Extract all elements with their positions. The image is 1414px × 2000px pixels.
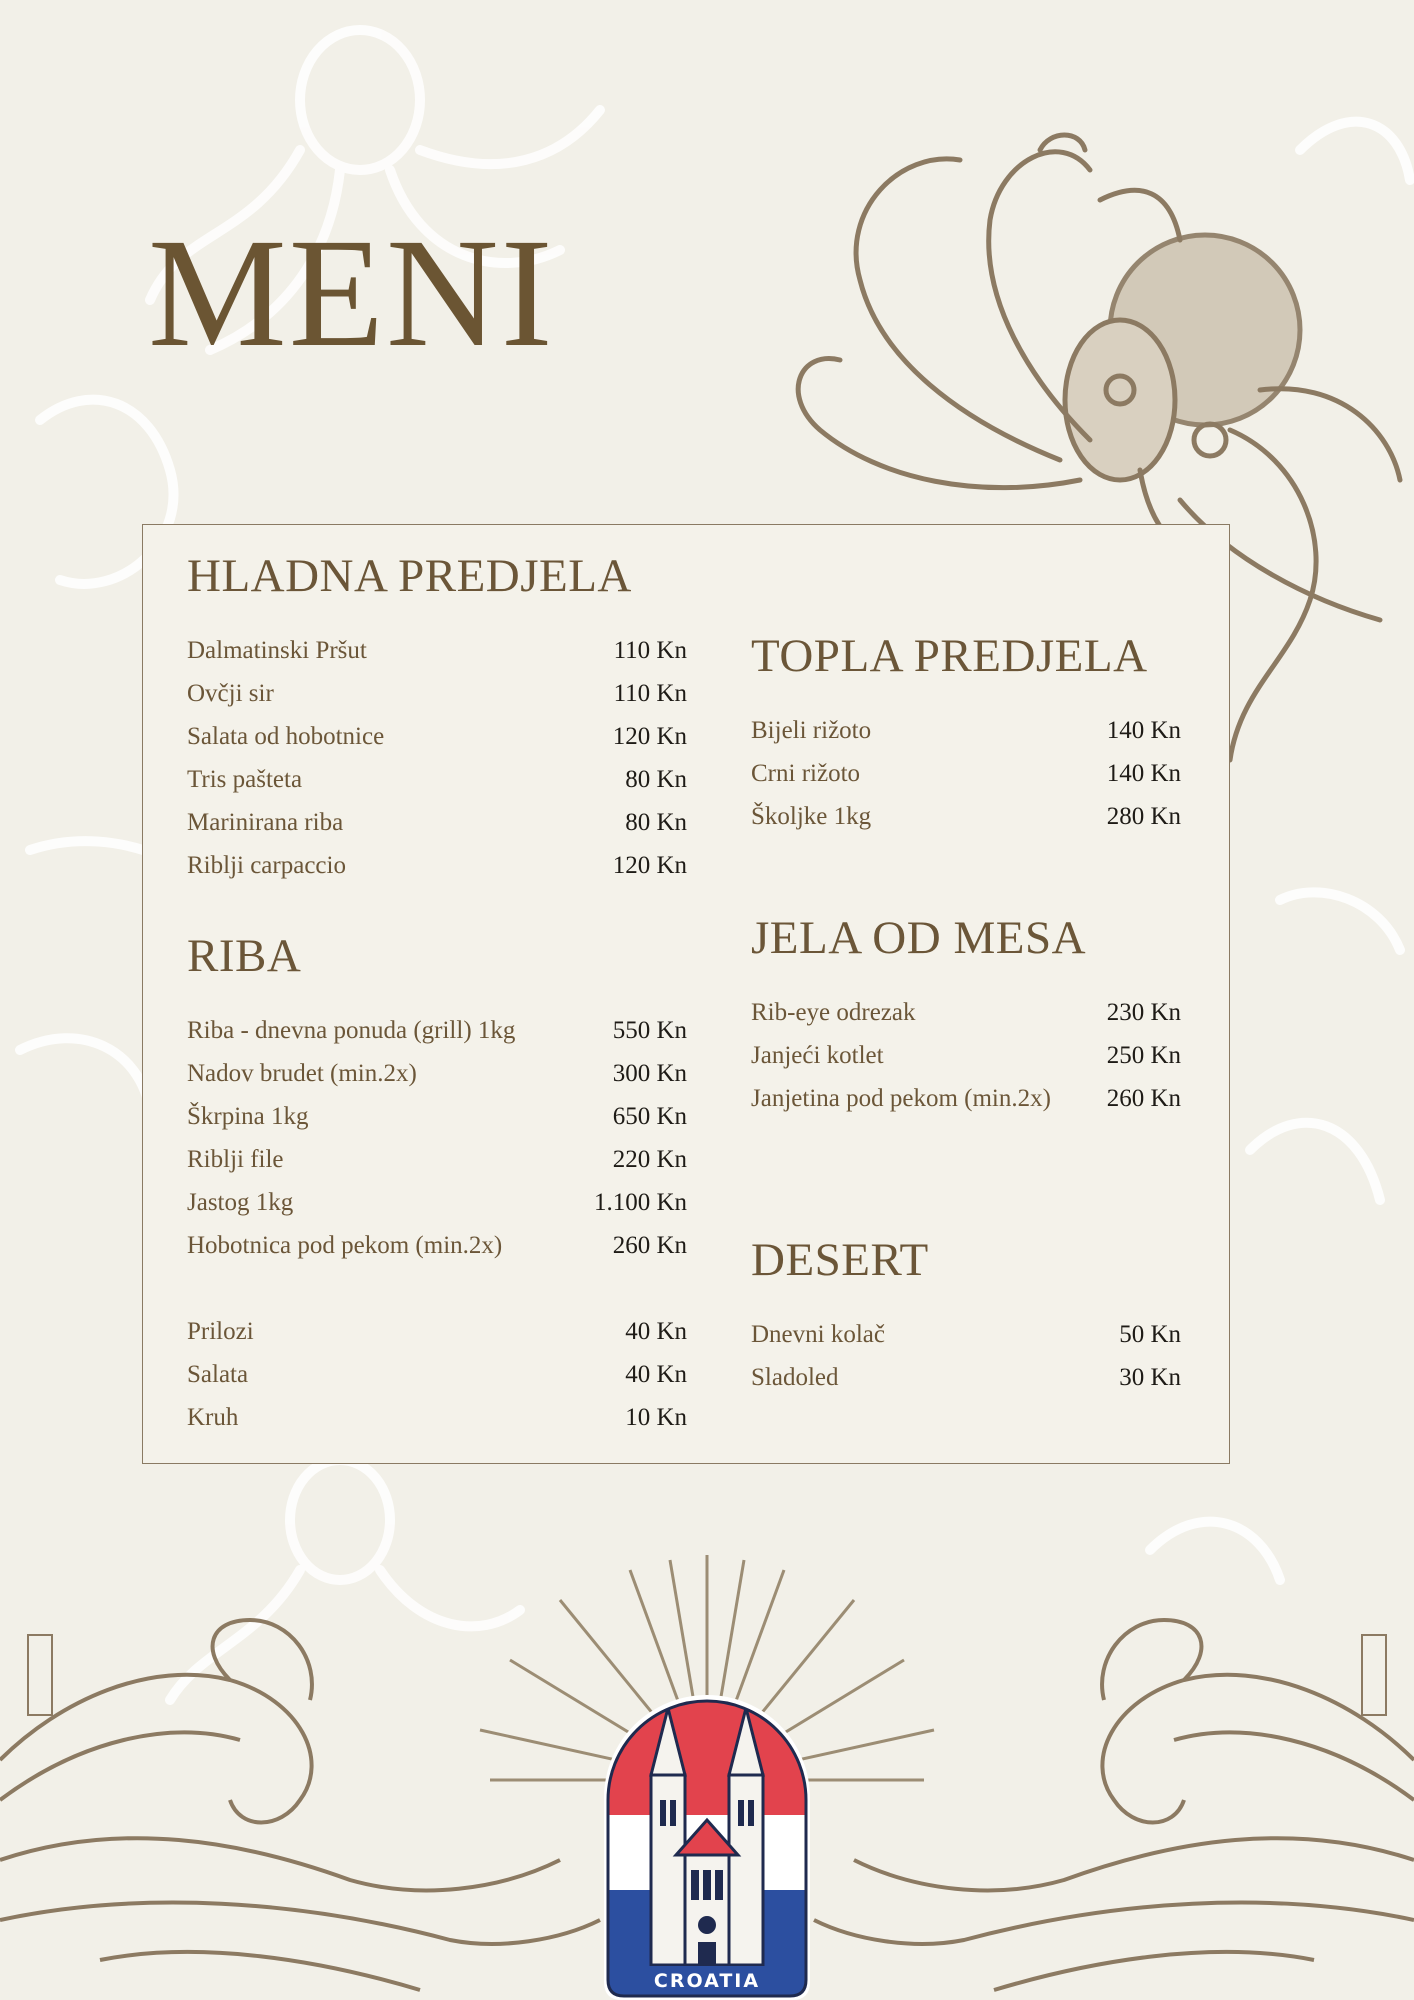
menu-item xyxy=(187,1095,687,1138)
menu-item xyxy=(187,1353,687,1396)
menu-list xyxy=(187,629,687,887)
menu-card xyxy=(142,524,1230,1464)
menu-item-price: 300 Kn xyxy=(612,1059,687,1087)
menu-item-name: Škrpina 1kg xyxy=(187,1102,309,1130)
section-prilozi xyxy=(187,1310,687,1439)
menu-item xyxy=(187,1224,687,1267)
menu-item-price: 80 Kn xyxy=(625,765,687,793)
menu-item xyxy=(187,1396,687,1439)
menu-item-price: 50 Kn xyxy=(1119,1320,1181,1348)
menu-item-name: Crni rižoto xyxy=(751,759,861,787)
menu-item-name: Jastog 1kg xyxy=(187,1188,294,1216)
menu-item-price: 250 Kn xyxy=(1106,1041,1181,1069)
menu-item-name: Dnevni kolač xyxy=(751,1320,885,1348)
menu-item-price: 280 Kn xyxy=(1106,802,1181,830)
page-title: MENI xyxy=(148,206,555,379)
menu-item-price: 30 Kn xyxy=(1119,1363,1181,1391)
menu-item xyxy=(187,672,687,715)
menu-item xyxy=(187,1138,687,1181)
menu-item-price: 260 Kn xyxy=(1106,1084,1181,1112)
menu-item-name: Riblji file xyxy=(187,1145,284,1173)
croatia-badge xyxy=(596,1680,818,2000)
menu-item-name: Marinirana riba xyxy=(187,808,344,836)
menu-item-name: Hobotnica pod pekom (min.2x) xyxy=(187,1231,503,1259)
menu-item xyxy=(751,991,1181,1034)
menu-item-price: 80 Kn xyxy=(625,808,687,836)
menu-item-name: Rib-eye odrezak xyxy=(751,998,916,1026)
menu-item xyxy=(751,1313,1181,1356)
menu-item xyxy=(751,1034,1181,1077)
section-title: RIBA xyxy=(187,930,302,982)
menu-item-name: Bijeli rižoto xyxy=(751,716,872,744)
menu-item-price: 120 Kn xyxy=(612,851,687,879)
menu-item-price: 1.100 Kn xyxy=(593,1188,687,1216)
menu-item-name: Prilozi xyxy=(187,1318,254,1345)
menu-item-price: 40 Kn xyxy=(625,1361,687,1388)
menu-item-price: 140 Kn xyxy=(1106,759,1181,787)
menu-item-price: 140 Kn xyxy=(1106,716,1181,744)
menu-item xyxy=(187,715,687,758)
menu-item-name: Janjetina pod pekom (min.2x) xyxy=(751,1084,1051,1112)
menu-item-name: Nadov brudet (min.2x) xyxy=(187,1059,417,1087)
menu-item-price: 40 Kn xyxy=(625,1318,687,1345)
menu-list xyxy=(751,991,1181,1120)
menu-item xyxy=(187,844,687,887)
menu-item xyxy=(751,709,1181,752)
section-topla-predjela xyxy=(751,631,1181,838)
menu-item xyxy=(187,801,687,844)
menu-item-price: 110 Kn xyxy=(613,636,687,664)
menu-item xyxy=(751,1077,1181,1120)
section-title: DESERT xyxy=(751,1234,929,1286)
menu-item xyxy=(187,1310,687,1353)
menu-list xyxy=(751,1313,1181,1399)
menu-item-name: Školjke 1kg xyxy=(751,802,872,830)
section-title: TOPLA PREDJELA xyxy=(751,630,1148,682)
menu-item xyxy=(751,1356,1181,1399)
menu-item xyxy=(187,1009,687,1052)
section-riba xyxy=(187,931,687,1267)
menu-item xyxy=(187,1181,687,1224)
menu-item-name: Tris pašteta xyxy=(187,765,303,793)
menu-item-name: Janjeći kotlet xyxy=(751,1041,884,1069)
menu-item xyxy=(751,795,1181,838)
menu-item xyxy=(187,1052,687,1095)
section-hladna-predjela xyxy=(187,551,687,887)
menu-item-price: 10 Kn xyxy=(625,1404,687,1431)
menu-item-price: 260 Kn xyxy=(612,1231,687,1259)
menu-item xyxy=(187,758,687,801)
menu-item-price: 550 Kn xyxy=(612,1016,687,1044)
menu-item-price: 110 Kn xyxy=(613,679,687,707)
menu-item xyxy=(751,752,1181,795)
section-title: JELA OD MESA xyxy=(751,912,1087,964)
menu-list xyxy=(751,709,1181,838)
menu-list xyxy=(187,1009,687,1267)
section-title: HLADNA PREDJELA xyxy=(187,550,632,602)
menu-item-name: Dalmatinski Pršut xyxy=(187,636,367,664)
menu-item-name: Sladoled xyxy=(751,1363,839,1391)
menu-item-price: 220 Kn xyxy=(612,1145,687,1173)
menu-item-name: Kruh xyxy=(187,1404,239,1431)
menu-item-price: 230 Kn xyxy=(1106,998,1181,1026)
menu-item-name: Salata xyxy=(187,1361,249,1388)
menu-item-price: 120 Kn xyxy=(612,722,687,750)
menu-list xyxy=(187,1310,687,1439)
menu-item-price: 650 Kn xyxy=(612,1102,687,1130)
menu-item-name: Riba - dnevna ponuda (grill) 1kg xyxy=(187,1016,516,1044)
section-desert xyxy=(751,1235,1181,1399)
menu-item-name: Riblji carpaccio xyxy=(187,851,346,879)
menu-item-name: Ovčji sir xyxy=(187,679,274,707)
badge-label: CROATIA xyxy=(653,1970,761,1992)
menu-item-name: Salata od hobotnice xyxy=(187,722,385,750)
section-jela-od-mesa xyxy=(751,913,1181,1120)
menu-item xyxy=(187,629,687,672)
